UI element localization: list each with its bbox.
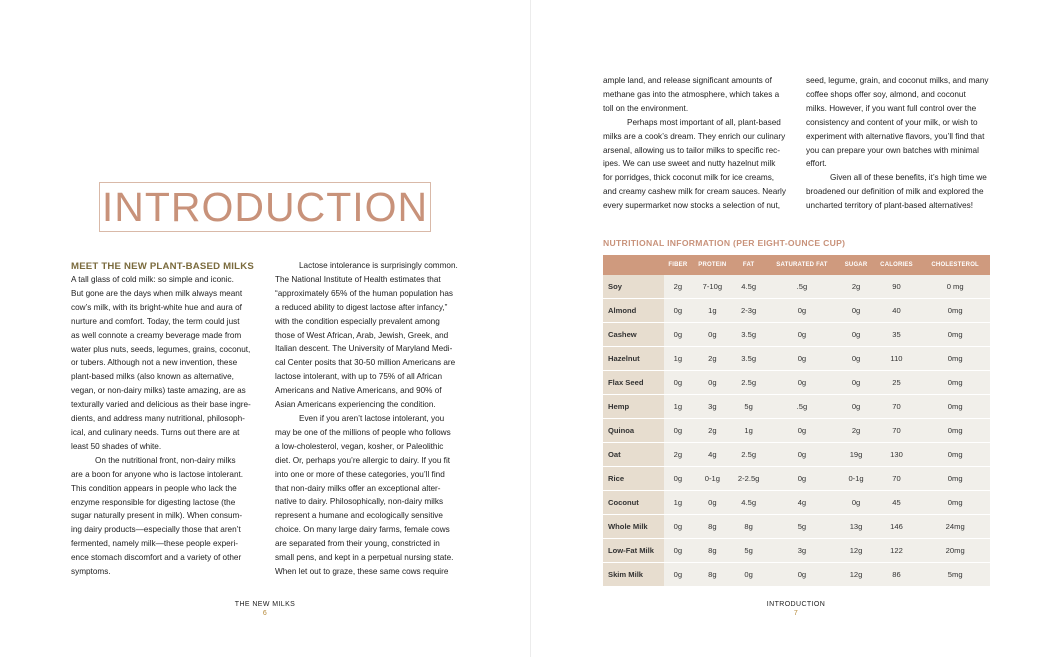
table-cell: 1g [664,395,692,419]
row-label: Whole Milk [603,515,664,539]
table-cell: 0mg [920,347,990,371]
text-line: This condition appears in people who lack the [71,483,237,493]
table-cell: 0g [692,371,733,395]
left-page-footer [215,601,315,617]
text-line: for porridges, thick coconut milk for ice creams, [603,173,775,183]
text-line: A tall glass of cold milk: so simple and iconic. [71,275,234,284]
table-cell: 0 mg [946,282,964,291]
text-line: ipes. We can use sweet and nutty hazelnut milk [603,159,776,169]
text-line: with the condition especially prevalent among [275,316,440,326]
text-line: diet. Or, perhaps you’re allergic to dairy. If you fit [275,455,451,465]
table-row [603,347,990,371]
text-line: cow’s milk, with its bright-white hue and aura of [71,302,242,312]
chapter-title: INTRODUCTION [101,183,429,230]
table-cell: 86 [873,563,921,587]
table-cell: .5g [796,282,808,291]
row-label: Soy [603,275,664,299]
table-cell: 0-1g [692,467,733,491]
row-label: Flax Seed [603,371,664,395]
table-cell: 0mg [920,395,990,419]
text-line: On the nutritional front, non-dairy milks [95,455,236,465]
running-footer-label: THE NEW MILKS [234,601,296,608]
text-line: toll on the environment. [603,103,689,113]
table-header-row [603,255,990,275]
table-cell: 2g [839,419,872,443]
table-cell: 4.5g [741,282,757,291]
text-line: When let out to graze, these same cows require [275,566,449,576]
text-line: may be one of the millions of people who follows [275,427,451,437]
text-line: Americans and Native Americans, and 90% of [275,386,442,396]
table-row [603,539,990,563]
text-line: a low-cholesterol, vegan, kosher, or Paleolithic [275,441,444,451]
text-line: ing dairy products—especially those that aren’t [71,525,241,535]
table-row [603,371,990,395]
table-cell: 5g [733,539,765,563]
text-line: “approximately 65% of the human population has [275,288,453,298]
text-line: uncharted territory of plant-based alternatives! [806,201,974,211]
row-label: Coconut [603,491,664,515]
text-line: every supermarket now stocks a selection of nut, [603,201,781,211]
table-cell: 0mg [920,323,990,347]
table-cell: 0mg [920,491,990,515]
text-line: Given all of these benefits, it’s high time we [830,173,987,183]
text-line: arsenal, allowing us to tailor milks to specific rec- [603,145,781,155]
table-cell: 1g [692,299,733,323]
table-cell: 20mg [920,539,990,563]
table-cell: 146 [873,515,921,539]
table-cell: 2g [692,419,733,443]
table-cell: 2g [673,282,683,291]
table-cell: 0g [764,347,839,371]
text-line: water plus nuts, seeds, legumes, grains, coconut, [71,344,251,354]
text-line: Italian descent. The University of Maryland Medi- [275,344,453,354]
table-title: NUTRITIONAL INFORMATION (PER EIGHT-OUNCE CUP) [603,238,846,248]
table-cell: 70 [873,467,921,491]
column-header: CALORIES [873,255,921,275]
text-line: seed, legume, grain, and coconut milks, and many [806,76,989,85]
text-line: consistency and content of your milk, or wish to [806,117,978,127]
text-line: vegan, or non-dairy milks) taste amazing, are as [71,386,246,396]
table-cell: 0g [664,467,692,491]
text-line: enzyme responsible for digesting lactose (the [71,497,236,507]
table-cell: 0mg [920,371,990,395]
table-cell: 12g [839,539,872,563]
table-cell: 3.5g [733,323,765,347]
text-line: nurture and comfort. Today, the term could just [71,316,240,326]
table-row [603,395,990,419]
text-line: least 50 shades of white. [71,441,162,451]
table-cell: 35 [873,323,921,347]
table-cell: 0g [839,323,872,347]
table-cell: 4g [692,443,733,467]
row-label: Almond [603,299,664,323]
table-cell: 0mg [920,467,990,491]
table-cell: 0g [664,419,692,443]
text-line: Lactose intolerance is surprisingly common. [299,261,458,270]
text-line: you can prepare your own batches with minimal [806,145,979,155]
text-line: ence stomach discomfort and a variety of other [71,553,242,563]
text-line: broadened our definition of milk and explored the [806,187,984,197]
table-cell: 90 [892,282,901,291]
left-page-column-1 [71,273,251,579]
text-line: choice. On many large dairy farms, female cows [275,525,450,535]
running-footer-label: INTRODUCTION [766,601,826,608]
table-cell: 1g [664,347,692,371]
table-cell: 0g [839,299,872,323]
text-line: sugar naturally present in milk). When consum- [71,511,243,521]
table-cell: 0g [664,371,692,395]
table-cell: 5g [733,395,765,419]
text-line: are a boon for anyone who is lactose intolerant. [71,469,244,479]
table-cell: 2g [851,282,861,291]
right-page-column-2 [806,74,989,213]
table-cell: 12g [839,563,872,587]
table-cell: 70 [873,419,921,443]
text-line: or tubers. Although not a new invention, these [71,358,238,368]
section-heading: MEET THE NEW PLANT-BASED MILKS [71,261,254,272]
text-line: plant-based milks (also known as alternative, [71,372,234,382]
text-line: dients, and address many nutritional, philosoph- [71,414,245,424]
table-row [603,563,990,587]
text-line: milks. However, if you want full control over the [806,103,977,113]
column-header: SATURATED FAT [764,255,839,275]
column-header: CHOLESTEROL [920,255,990,275]
column-header [603,255,664,275]
table-cell: 0g [764,443,839,467]
text-line: milks are a cook’s dream. They enrich our culinary [603,131,786,141]
table-row [603,491,990,515]
row-label: Skim Milk [603,563,664,587]
table-cell: 1g [733,419,765,443]
table-row [603,443,990,467]
table-cell: 19g [839,443,872,467]
text-line: a reduced ability to digest lactose after infancy,” [275,302,448,312]
table-cell: 3g [692,395,733,419]
table-cell: 0mg [920,299,990,323]
text-line: Perhaps most important of all, plant-based [627,117,781,127]
table-cell: 2.5g [733,443,765,467]
table-cell: 5g [764,515,839,539]
text-line: and creamy cashew milk for cream sauces. Nearly [603,187,786,197]
table-cell: 0g [764,371,839,395]
table-cell: 5mg [920,563,990,587]
text-line: into one or more of these categories, you’ll find [275,469,445,479]
row-label: Hemp [603,395,664,419]
table-cell: 8g [692,539,733,563]
text-line: methane gas into the atmosphere, which takes a [603,89,780,99]
column-header: PROTEIN [692,255,733,275]
column-header: FIBER [664,255,692,275]
text-line: ical, and culinary needs. Turns out there are at [71,427,240,437]
table-cell: 0g [733,563,765,587]
table-row [603,299,990,323]
table-cell: 24mg [920,515,990,539]
table-cell: 0g [664,299,692,323]
text-line: native to dairy. Philosophically, non-dairy milks [275,497,444,507]
table-row [603,467,990,491]
chapter-title-box [99,182,431,232]
page-number: 6 [262,610,268,617]
table-cell: 4g [764,491,839,515]
text-line: lactose intolerant, with up to 75% of all African [275,372,443,382]
text-line: symptoms. [71,567,111,577]
left-page-column-2 [275,259,458,579]
table-cell: 0g [664,563,692,587]
row-label: Quinoa [603,419,664,443]
table-cell: 2.5g [733,371,765,395]
text-line: fermented, namely milk—these people experi- [71,539,239,549]
table-cell: 0g [764,419,839,443]
table-cell: 0g [839,371,872,395]
table-cell: 0g [839,395,872,419]
table-cell: 0g [764,299,839,323]
text-line: effort. [806,159,827,169]
right-page-column-1 [603,74,786,213]
text-line: cal Center posits that 30-50 million Americans are [275,358,456,368]
table-row [603,515,990,539]
table-cell: 8g [692,515,733,539]
table-cell: 0g [764,323,839,347]
text-line: But gone are the days when milk always meant [71,288,243,298]
table-cell: 110 [873,347,921,371]
table-cell: 4.5g [733,491,765,515]
row-label: Rice [603,467,664,491]
table-cell: 0g [764,563,839,587]
row-label: Oat [603,443,664,467]
row-label: Cashew [603,323,664,347]
row-label: Hazelnut [603,347,664,371]
table-row [603,275,990,299]
table-cell: 122 [873,539,921,563]
table-cell: 13g [839,515,872,539]
nutrition-table [603,255,990,586]
column-header: FAT [733,255,765,275]
table-cell: 8g [733,515,765,539]
text-line: are separated from their young, constricted in [275,539,440,549]
row-label: Low-Fat Milk [603,539,664,563]
table-row [603,419,990,443]
text-line: coffee shops offer soy, almond, and coconut [806,89,966,99]
table-cell: 0mg [920,419,990,443]
table-cell: 45 [873,491,921,515]
page-gutter [530,0,531,657]
table-cell: 70 [873,395,921,419]
text-line: texturally varied and delicious as their base ingre- [71,400,251,410]
table-cell: 40 [873,299,921,323]
table-row [603,323,990,347]
table-cell: 0-1g [839,467,872,491]
table-cell: 0mg [920,443,990,467]
column-header: SUGAR [839,255,872,275]
table-cell: 0g [839,347,872,371]
table-cell: 2g [692,347,733,371]
text-line: that non-dairy milks offer an exceptional alter- [275,483,441,493]
text-line: experiment with alternative flavors, you’ll find that [806,131,985,141]
table-cell: 7-10g [702,282,723,291]
text-line: as well connote a creamy beverage made from [71,330,242,340]
table-cell: 8g [692,563,733,587]
table-cell: 2-2.5g [733,467,765,491]
table-cell: 0g [664,515,692,539]
table-cell: 0g [692,323,733,347]
text-line: small pens, and kept in a perpetual nursing state. [275,553,454,563]
table-cell: 0g [839,491,872,515]
table-cell: 2g [664,443,692,467]
text-line: those of West African, Arab, Jewish, Greek, and [275,330,449,340]
table-cell: 0g [764,467,839,491]
text-line: Asian Americans experiencing the condition. [275,400,436,410]
table-cell: 0g [692,491,733,515]
text-line: represent a humane and ecologically sensitive [275,511,443,521]
table-cell: 0g [664,539,692,563]
table-cell: 0g [664,323,692,347]
page-number: 7 [793,610,799,617]
table-cell: 1g [664,491,692,515]
table-cell: .5g [764,395,839,419]
text-line: The National Institute of Health estimates that [275,274,441,284]
table-cell: 3g [764,539,839,563]
table-cell: 3.5g [733,347,765,371]
right-page-footer [746,601,846,617]
table-cell: 130 [873,443,921,467]
table-cell: 25 [873,371,921,395]
text-line: ample land, and release significant amounts of [603,76,772,85]
text-line: Even if you aren’t lactose intolerant, you [299,413,445,423]
table-cell: 2-3g [733,299,765,323]
